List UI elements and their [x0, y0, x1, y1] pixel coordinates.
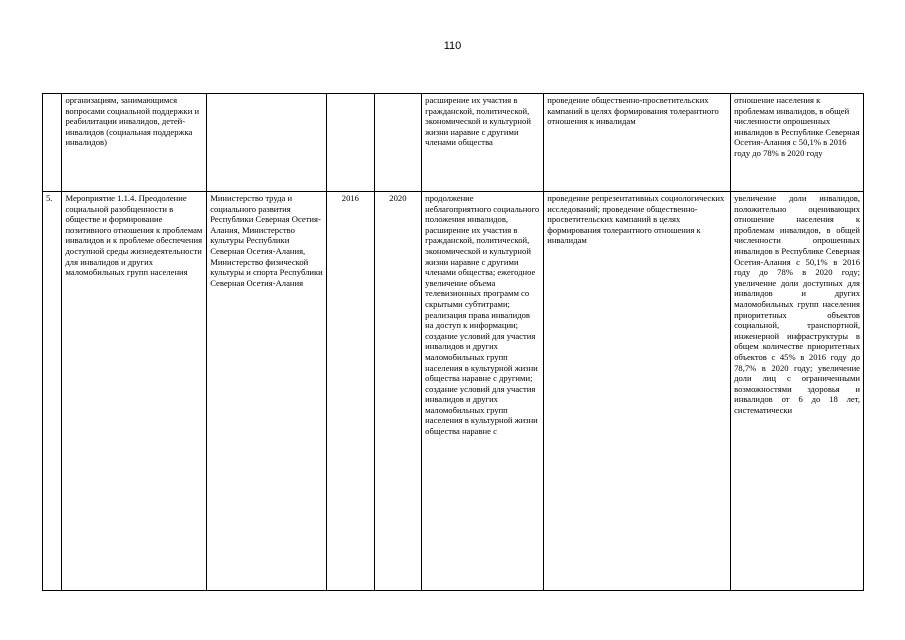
main-directions-cell: проведение репрезентативных социологических исследований; проведение общественно-просветительских кампаний в целях формирования толерантного отношения к инвалидам [544, 192, 731, 591]
table-row [43, 94, 864, 192]
end-year-cell [374, 94, 422, 192]
measure-cell: организациям, занимающимся вопросами социальной поддержки и реабилитации инвалидов, детей-инвалидов (социальная поддержка инвалидов) [62, 94, 207, 192]
program-measures-table [42, 93, 864, 591]
row-number [43, 94, 62, 192]
consequences-cell: продолжение неблагоприятного социального положения инвалидов, расширение их участия в гражданской, политической, экономической и культурной жизни наравне с другими членами общества; ежегодное увеличение объема телевизионных программ со скрытыми субтитрами; реализация права инвалидов на доступ к информации; создание условий для участия инвалидов и других маломобильных групп населения в культурной жизни общества наравне с другими; создание условий для участия инвалидов и других маломобильных групп населения в культурной жизни общества наравне с [422, 192, 544, 591]
indicator-cell: отношение населения к проблемам инвалидов, в общей численности опрошенных инвалидов в Республике Северная Осетия-Алания с 50,1% в 2016 году до 78% в 2020 году [731, 94, 864, 192]
start-year-cell [327, 94, 375, 192]
consequences-cell: расширение их участия в гражданской, политической, экономической и культурной жизни наравне с другими членами общества [422, 94, 544, 192]
page-number: 110 [443, 40, 462, 52]
executor-cell: Министерство труда и социального развития Республики Северная Осетия-Алания, Министерство культуры Республики Северная Осетия-Алания, Министерство физической культуры и спорта Республики Северная Осетия-Алания [207, 192, 327, 591]
executor-cell [207, 94, 327, 192]
start-year-cell: 2016 [327, 192, 375, 591]
table-row [43, 192, 864, 591]
end-year-cell: 2020 [374, 192, 422, 591]
indicator-cell: увеличение доли инвалидов, положительно оценивающих отношение населения к проблемам инвалидов, в общей численности опрошенных инвалидов в Республике Северная Осетия-Алания с 50,1% в 2016 году до 78% в 2020 году; увеличение доли доступных для инвалидов и других маломобильных групп населения приоритетных объектов социальной, транспортной, инженерной инфраструктуры в общем количестве приоритетных объектов с 45% в 2016 году до 78,7% в 2020 году; увеличение доли лиц с ограниченными возможностями здоровья и инвалидов от 6 до 18 лет, систематически [731, 192, 864, 591]
row-number: 5. [43, 192, 62, 591]
measure-cell: Мероприятие 1.1.4. Преодоление социальной разобщенности в обществе и формирование позитивного отношения к проблемам инвалидов и к проблеме обеспечения доступной среды жизнедеятельности для инвалидов и других маломобильных групп населения [62, 192, 207, 591]
main-directions-cell: проведение общественно-просветительских кампаний в целях формирования толерантного отношения к инвалидам [544, 94, 731, 192]
